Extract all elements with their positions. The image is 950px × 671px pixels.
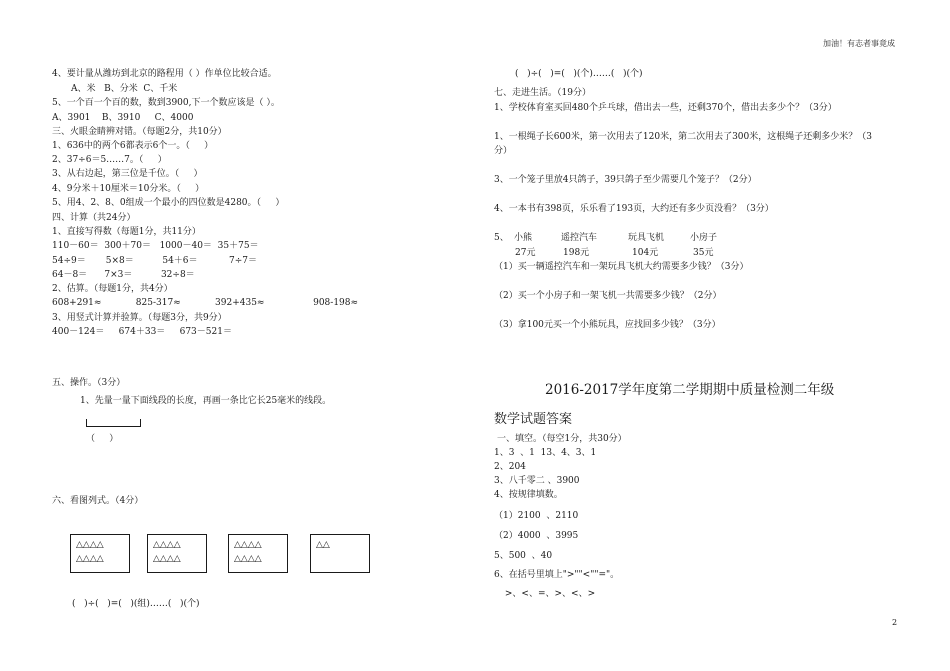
segment-tick-right [140, 419, 141, 427]
toy-price: 104元 [632, 248, 659, 258]
triangle-row: △△ [316, 540, 330, 550]
toy-name: 小熊 [514, 233, 533, 243]
triangle-group-box [70, 534, 130, 573]
triangle-row: △△△△ [76, 554, 104, 564]
triangle-row: △△△△ [76, 540, 104, 550]
segment-line [86, 426, 140, 427]
question-line: 3、从右边起，第三位是千位。（ ） [52, 169, 203, 179]
toy-name: 玩具飞机 [628, 233, 665, 243]
question-line: 5、一个百一个百的数，数到3900,下一个数应该是（ ）。 [52, 98, 280, 108]
question-line: 1、636中的两个6都表示6个一。（ ） [52, 141, 214, 151]
question-line: 1、先量一量下面线段的长度，再画一条比它长25毫米的线段。 [80, 396, 332, 406]
question-line: 608+291≈ 825-317≈ 392+435≈ 908-198≈ [52, 298, 359, 308]
question-line: （2）买一个小房子和一架飞机一共需要多少钱？（2分） [494, 291, 722, 301]
section-title: 七、走进生活。（19分） [494, 88, 591, 98]
question-line: 4、要计量从潍坊到北京的路程用（ ）作单位比较合适。 [52, 69, 277, 79]
answer-line: 2、204 [494, 462, 526, 472]
answer-line: 5、500 、40 [494, 551, 553, 561]
question-line: 2、估算。（每题1分，共4分） [52, 284, 173, 294]
question-line: 110－60＝ 300＋70＝ 1000－40＝ 35＋75＝ [52, 241, 259, 251]
toy-price: 35元 [693, 248, 714, 258]
question-line: 3、一个笼子里放4只鸽子，39只鸽子至少需要几个笼子？（2分） [494, 175, 757, 185]
answer-line: 3、八千零二 、3900 [494, 476, 580, 486]
section-title: 四、计算（共24分） [52, 213, 136, 223]
question-line: 400－124＝ 674＋33＝ 673－521＝ [52, 327, 232, 337]
question-line: 64－8＝ 7×3＝ 32÷8＝ [52, 270, 195, 280]
formula-line: ( )÷( )=( )(个)……( )(个) [515, 69, 643, 79]
section-title: 五、操作。（3分） [52, 378, 126, 388]
answer-line: 4、按规律填数。 [494, 490, 563, 500]
question-line: A、3901 B、3910 C、4000 [52, 113, 194, 123]
triangle-row: △△△△ [153, 540, 181, 550]
answer-line: （1）2100 、2110 [494, 511, 579, 521]
question-line: 1、学校体育室买回480个乒乓球，借出去一些，还剩370个，借出去多少个？（3分） [494, 103, 837, 113]
question-line: 1、直接写得数（每题1分，共11分） [52, 227, 201, 237]
triangle-group-box [228, 534, 288, 573]
question-label: 5、 [494, 233, 509, 243]
question-line: 3、用竖式计算并验算。（每题3分，共9分） [52, 313, 227, 323]
answer-paren: （ ） [86, 434, 119, 444]
question-line: 54÷9＝ 5×8＝ 54＋6＝ 7÷7＝ [52, 256, 257, 266]
answer-line: >、<、=、>、<、> [502, 589, 596, 599]
toy-price: 198元 [563, 248, 590, 258]
question-line: （3）拿100元买一个小熊玩具，应找回多少钱？（3分） [494, 320, 721, 330]
answer-key-subtitle: 数学试题答案 [494, 412, 573, 427]
page-number: 2 [892, 618, 898, 627]
toy-name: 小房子 [690, 233, 718, 243]
section-title: 六、看图列式。（4分） [52, 496, 144, 506]
answer-line: 1、3 、1 13、4、3、1 [494, 448, 597, 458]
triangle-row: △△△△ [234, 540, 262, 550]
question-line: 5、用4、2、8、0组成一个最小的四位数是4280。（ ） [52, 198, 285, 208]
question-line: 2、37÷6＝5……7。（ ） [52, 155, 167, 165]
header-motto: 加油！有志者事竟成 [823, 39, 895, 48]
answer-line: 6、在括号里填上">""<""="。 [494, 570, 620, 580]
triangle-group-box [147, 534, 207, 573]
triangle-row: △△△△ [153, 554, 181, 564]
question-line: 分） [494, 146, 513, 156]
question-line: 4、9分米＋10厘米＝10分米。（ ） [52, 184, 205, 194]
question-line: A、米 B、分米 C、千米 [71, 84, 178, 94]
question-line: （1）买一辆遥控汽车和一架玩具飞机大约需要多少钱？（3分） [494, 262, 749, 272]
triangle-group-box [310, 534, 370, 573]
toy-price: 27元 [515, 248, 536, 258]
triangle-row: △△△△ [234, 554, 262, 564]
answer-line: （2）4000 、3995 [494, 531, 579, 541]
section-title: 三、火眼金睛辨对错。（每题2分，共10分） [52, 127, 227, 137]
toy-name: 遥控汽车 [561, 233, 598, 243]
answer-line: 一、填空。（每空1分，共30分） [497, 434, 627, 444]
answer-key-title: 2016-2017学年度第二学期期中质量检测二年级 [545, 382, 835, 398]
question-line: 4、一本书有398页，乐乐看了193页，大约还有多少页没看？（3分） [494, 204, 774, 214]
question-line: 1、一根绳子长600米，第一次用去了120米，第二次用去了300米，这根绳子还剩多少米？（3 [494, 132, 872, 142]
formula-line: ( )÷( )=( )(组)……( )(个) [72, 599, 200, 609]
